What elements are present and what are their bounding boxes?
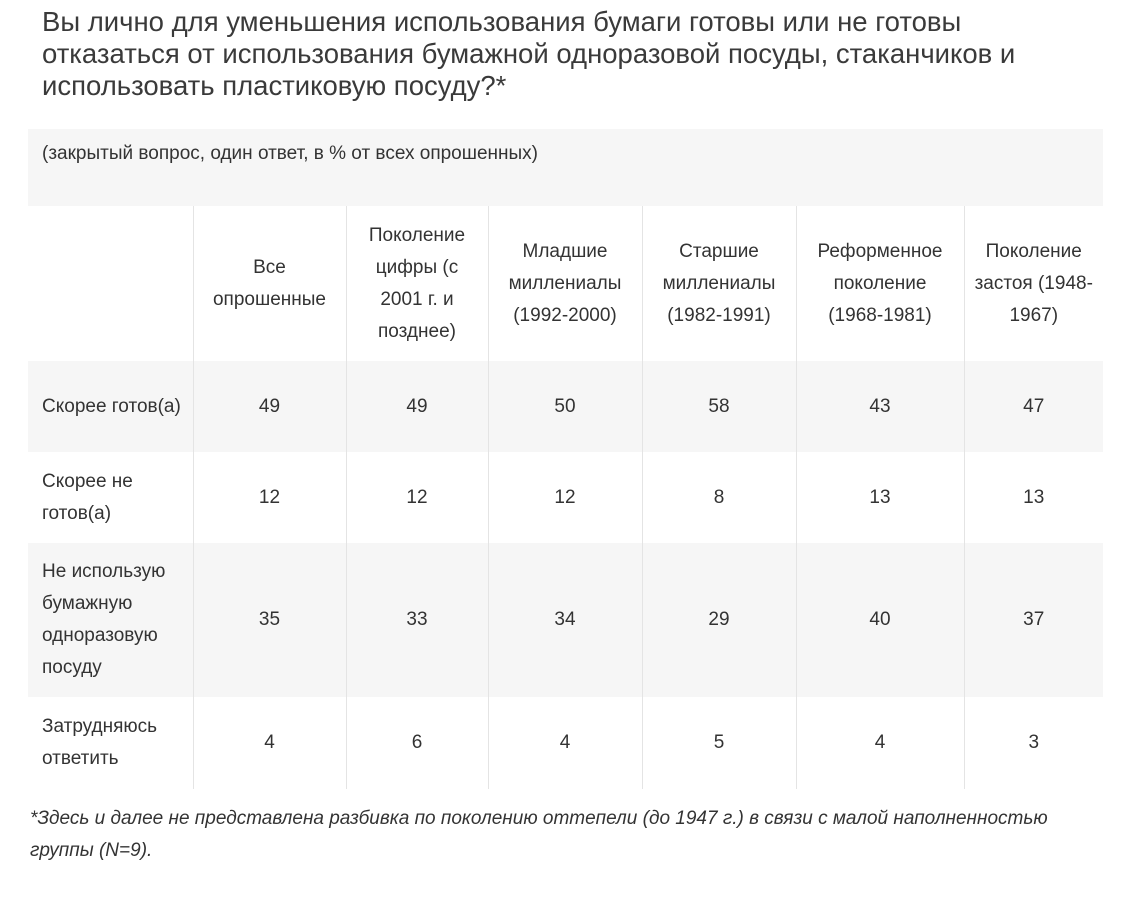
table-row — [28, 452, 1103, 543]
table-cell: 3 — [1028, 732, 1040, 753]
table-row — [28, 697, 1103, 789]
table-cell: 12 — [193, 452, 346, 543]
page-title: Вы лично для уменьшения использования бумаги готовы или не готовы отказаться от использования бумажной одноразовой посуды, стаканчиков и использовать пластиковую посуду?* — [42, 6, 1016, 101]
column-header: Младшие миллениалы (1992-2000) — [488, 206, 642, 361]
table-cell: 49 — [346, 361, 488, 452]
table-cell: 47 — [1023, 395, 1045, 417]
survey-results-table — [28, 206, 1103, 789]
question-note: (закрытый вопрос, один ответ, в % от всех опрошенных) — [42, 143, 539, 164]
column-header: Старшие миллениалы (1982-1991) — [642, 206, 796, 361]
table-cell: 58 — [642, 361, 796, 452]
table-cell: 13 — [1023, 486, 1045, 508]
table-cell: 33 — [346, 543, 488, 697]
row-label: Скорее не готов(а) — [28, 452, 193, 543]
column-header: Поколение цифры (с 2001 г. и позднее) — [346, 206, 488, 361]
row-label: Не использую бумажную одноразовую посуду — [28, 543, 193, 697]
table-cell: 43 — [796, 361, 964, 452]
row-label: Затрудняюсь ответить — [28, 697, 193, 789]
column-header: Реформенное поколение (1968-1981) — [796, 206, 964, 361]
table-row — [28, 543, 1103, 697]
table-cell: 34 — [488, 543, 642, 697]
table-cell: 4 — [193, 697, 346, 789]
table-cell: 13 — [796, 452, 964, 543]
header-empty-cell — [28, 206, 193, 361]
column-header: Поколение застоя (1948-1967) — [974, 240, 1093, 326]
table-cell: 35 — [193, 543, 346, 697]
footnote: *Здесь и далее не представлена разбивка по поколению оттепели (до 1947 г.) в связи с малой наполненностью группы (N=9). — [30, 808, 1048, 861]
table-cell: 40 — [796, 543, 964, 697]
table-cell: 50 — [488, 361, 642, 452]
question-note-box — [28, 129, 1103, 206]
table-cell: 37 — [1023, 609, 1045, 630]
table-cell: 8 — [642, 452, 796, 543]
table-cell: 12 — [346, 452, 488, 543]
table-cell: 4 — [796, 697, 964, 789]
row-label: Скорее готов(а) — [28, 361, 193, 452]
table-cell: 49 — [193, 361, 346, 452]
table-cell: 6 — [346, 697, 488, 789]
table-row — [28, 361, 1103, 452]
column-header: Все опрошенные — [193, 206, 346, 361]
table-cell: 5 — [642, 697, 796, 789]
table-cell: 4 — [488, 697, 642, 789]
table-cell: 12 — [488, 452, 642, 543]
table-header-row — [28, 206, 1103, 361]
table-cell: 29 — [642, 543, 796, 697]
